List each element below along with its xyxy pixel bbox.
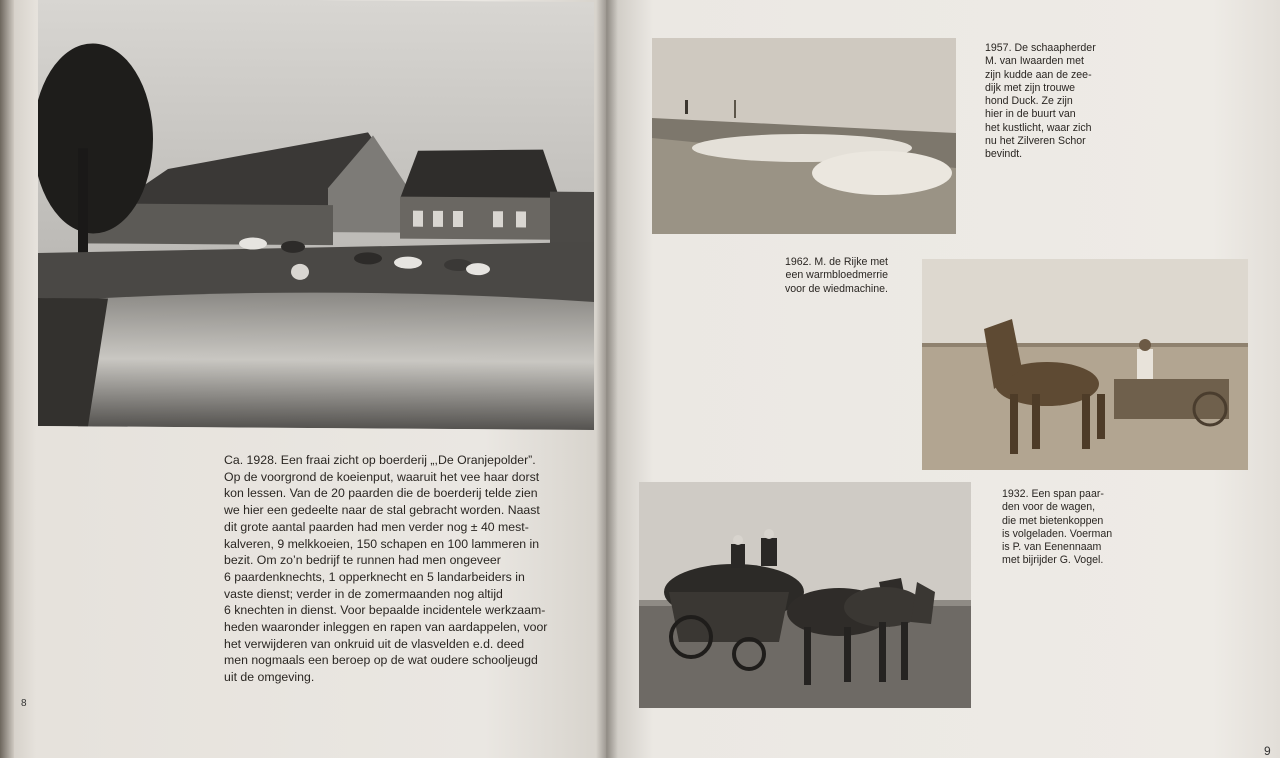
caption-line: kon lessen. Van de 20 paarden die de boerderij telde zien — [224, 486, 538, 501]
beet-wagon-photo-image — [639, 482, 971, 708]
caption-line: is volgeladen. Voerman — [1002, 527, 1113, 540]
beet-wagon-photo-caption — [1002, 488, 1112, 568]
page-number-right: 9 — [1264, 744, 1271, 758]
caption-line: 1962. M. de Rijke met — [784, 256, 888, 268]
caption-line: hier in de buurt van — [985, 108, 1076, 121]
caption-line: die met bietenkoppen — [1002, 514, 1104, 527]
weeding-machine-photo — [922, 259, 1248, 470]
caption-line: een warmbloedmerrie — [785, 269, 888, 282]
shepherd-photo-image — [652, 38, 956, 234]
shepherd-photo — [652, 38, 956, 234]
caption-line: hond Duck. Ze zijn — [985, 95, 1073, 108]
weeding-machine-photo-image — [922, 259, 1248, 470]
caption-line: men nogmaals een beroep op de wat oudere schooljeugd — [224, 653, 538, 668]
left-page — [0, 0, 606, 758]
caption-line: uit de omgeving. — [224, 670, 315, 685]
caption-line: zijn kudde aan de zee- — [985, 68, 1092, 81]
page-edge-shadow — [0, 0, 14, 758]
weeding-photo-caption — [758, 256, 888, 296]
farm-photo-caption — [224, 452, 547, 686]
caption-line: bezit. Om zo’n bedrijf te runnen had men ongeveer — [224, 553, 501, 568]
caption-line: Ca. 1928. Een fraai zicht op boerderij „,De Oranjepolder”. — [224, 453, 536, 467]
caption-line: dit grote aantal paarden had men verder nog ± 40 mest- — [224, 519, 529, 534]
caption-line: 1957. De schaapherder — [985, 42, 1096, 54]
farm-photo — [38, 0, 594, 430]
caption-line: heden waaronder inleggen en rapen van aardappelen, voor — [224, 620, 548, 635]
page-number-left: 8 — [21, 698, 27, 709]
caption-line: voor de wiedmachine. — [784, 282, 888, 295]
right-page — [606, 0, 1280, 758]
farm-photo-image — [38, 0, 594, 430]
book-gutter — [596, 0, 618, 758]
shepherd-photo-caption — [985, 42, 1096, 162]
beet-wagon-photo — [639, 482, 971, 708]
caption-line: den voor de wagen, — [1002, 501, 1096, 514]
caption-line: het verwijderen van onkruid uit de vlasvelden e.d. deed — [224, 636, 525, 651]
caption-line: 1932. Een span paar- — [1002, 488, 1104, 500]
caption-line: 6 paardenknechts, 1 opperknecht en 5 landarbeiders in — [224, 569, 525, 584]
caption-line: het kustlicht, waar zich — [985, 121, 1092, 134]
caption-line: is P. van Eenennaam — [1002, 541, 1102, 554]
caption-line: kalveren, 9 melkkoeien, 150 schapen en 100 lammeren in — [224, 536, 540, 551]
caption-line: 6 knechten in dienst. Voor bepaalde incidentele werkzaam- — [224, 603, 546, 618]
caption-line: dijk met zijn trouwe — [985, 81, 1076, 94]
caption-line: bevindt. — [985, 148, 1023, 161]
caption-line: met bijrijder G. Vogel. — [1002, 554, 1104, 567]
caption-line: nu het Zilveren Schor — [985, 135, 1086, 148]
caption-line: vaste dienst; verder in de zomermaanden nog altijd — [224, 586, 503, 601]
caption-line: Op de voorgrond de koeienput, waaruit het vee haar dorst — [224, 469, 540, 484]
caption-line: we hier een gedeelte naar de stal gebracht worden. Naast — [224, 503, 540, 518]
caption-line: M. van Iwaarden met — [985, 55, 1084, 68]
